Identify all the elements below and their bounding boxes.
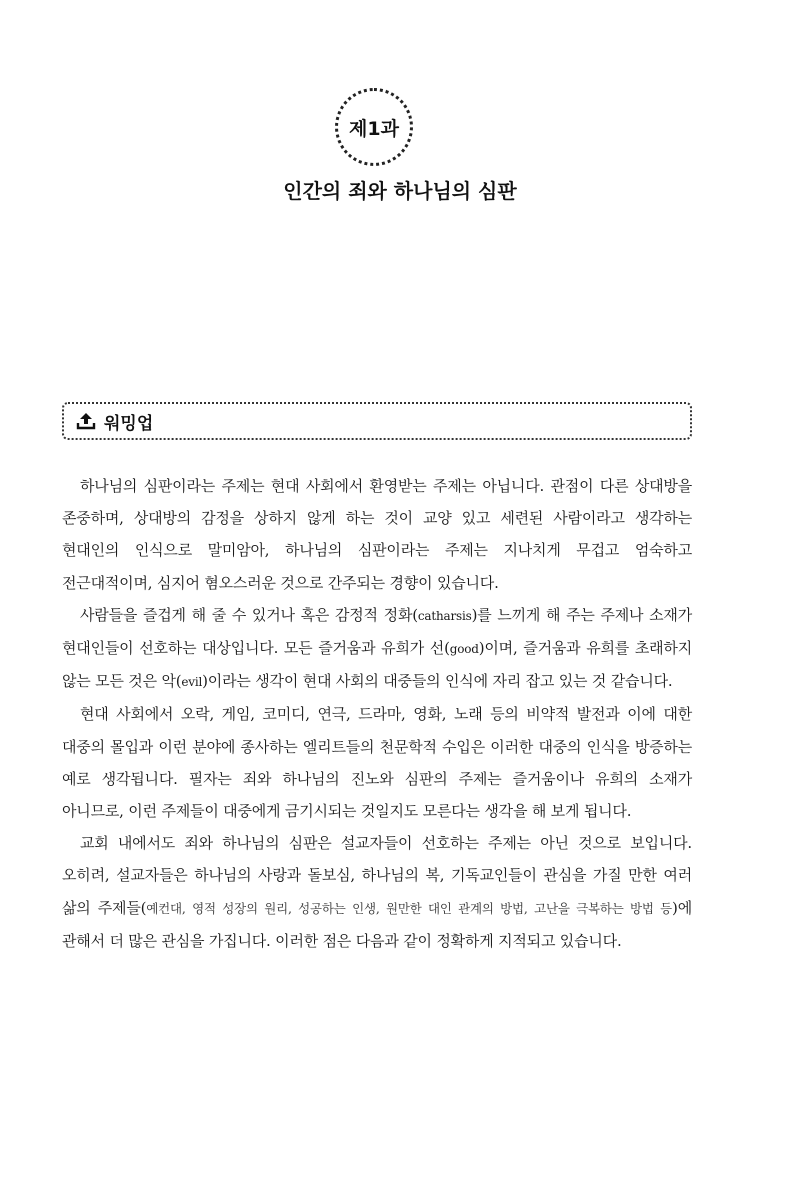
paragraph-4: [62, 827, 692, 957]
lesson-title: 인간의 죄와 하나님의 심판: [283, 179, 517, 203]
term-evil: evil: [181, 675, 203, 690]
paragraph-1: 하나님의 심판이라는 주제는 현대 사회에서 환영받는 주제는 아닙니다. 관점이 다른 상대방을 존중하며, 상대방의 감정을 상하지 않게 하는 것이 교양 있고 세련된 사람이라고 생각하는 현대인의 인식으로 말미암아, 하나님의 심판이라는 주제는 지나치게 무겁고 엄숙하고 전근대적이며, 심지어 혐오스러운 것으로 간주되는 경향이 있습니다.: [62, 477, 692, 592]
upload-icon: [76, 411, 96, 431]
lesson-number-badge: [335, 88, 413, 166]
term-catharsis: catharsis: [417, 608, 472, 623]
paragraph-2-text-c: )이며, 즐거움과 유희를 초래하지 않는 모든 것은 악(: [62, 639, 692, 691]
paragraph-4-text-a: 교회 내에서도 죄와 하나님의 심판은 설교자들이 선호하는 주제는 아닌 것으로 보입니다. 오히려, 설교자들은 하나님의 사랑과 돌보심, 하나님의 복, 기독교인들이 관심을 가질 만한 여러 삶의 주제들(: [62, 834, 692, 917]
body-text: [62, 470, 692, 957]
paragraph-2-text-b: )를 느끼게 해 주는 주제나 소재가 현대인들이 선호하는 대상입니다. 모든 즐거움과 유희가 선(: [62, 605, 693, 658]
lesson-number: 제1과: [349, 117, 399, 140]
paragraph-4-examples: 예컨대, 영적 성장의 원리, 성공하는 인생, 원만한 대인 관계의 방법, 고난을 극복하는 방법 등: [146, 900, 673, 916]
term-good: good: [449, 642, 479, 657]
paragraph-2-text-a: 사람들을 즐겁게 해 줄 수 있거나 혹은 감정적 정화(: [80, 605, 418, 624]
paragraph-2: [62, 599, 692, 699]
paragraph-3: 현대 사회에서 오락, 게임, 코미디, 연극, 드라마, 영화, 노래 등의 비약적 발전과 이에 대한 대중의 몰입과 이런 분야에 종사하는 엘리트들의 천문학적 수입은 이러한 대중의 인식을 방증하는 예로 생각됩니다. 필자는 죄와 하나님의 진노와 심판의 주제는 즐거움이나 유희의 소재가 아니므로, 이런 주제들이 대중에게 금기시되는 것일지도 모른다는 생각을 해 보게 됩니다.: [62, 705, 692, 821]
warmup-label: 워밍업: [104, 413, 154, 434]
paragraph-2-text-d: )이라는 생각이 현대 사회의 대중들의 인식에 자리 잡고 있는 것 같습니다.: [202, 672, 673, 691]
warmup-section-header: [62, 402, 692, 440]
paragraph-4-text-b: )에 관해서 더 많은 관심을 가집니다. 이러한 점은 다음과 같이 정확하게 지적되고 있습니다.: [62, 898, 692, 950]
